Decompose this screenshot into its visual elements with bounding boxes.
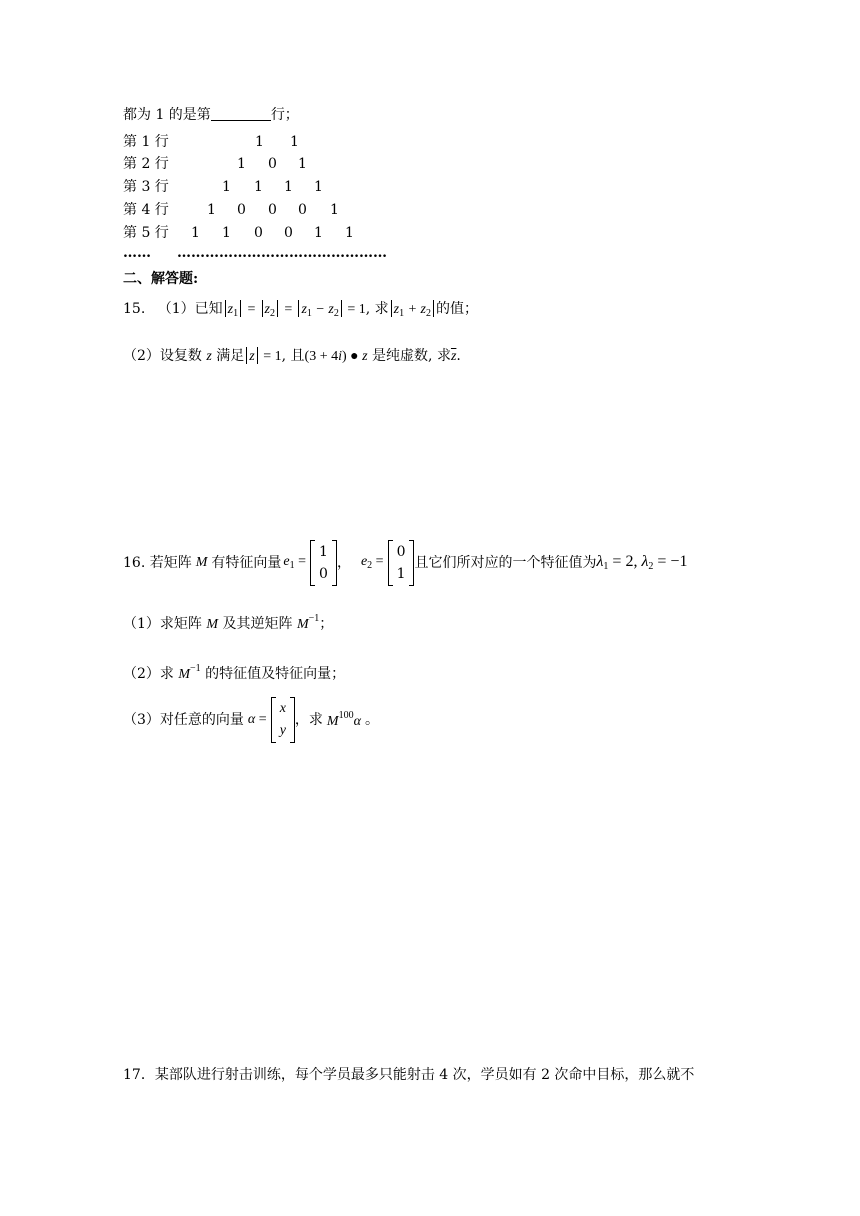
q15-part2	[123, 347, 461, 364]
q16-part2	[123, 664, 345, 682]
row-value: 0	[268, 202, 277, 218]
row-value: 0	[237, 202, 246, 218]
q16-part1-mid: 及其逆矩阵	[222, 616, 293, 632]
vector-e1: 1 0	[310, 540, 337, 586]
q15-part2-prefix: （2）设复数	[123, 348, 202, 364]
q15-part1	[123, 300, 478, 319]
q15-condition-formula: $z_1 = z_2 = z_1 - z_2 = 1$	[223, 302, 366, 317]
q16-prefix: 16. 若矩阵	[123, 555, 192, 571]
vector-alpha-label: α =	[247, 712, 267, 727]
q16-part1	[123, 614, 333, 632]
row-value: 0	[284, 225, 293, 241]
q16-part3	[123, 697, 379, 743]
q16-part2-end: 的特征值及特征向量；	[205, 666, 346, 682]
row-value: 1	[237, 156, 246, 172]
q15-number: 15.	[123, 301, 146, 317]
q16-statement	[123, 540, 687, 586]
row-label: 第 2 行	[123, 156, 169, 172]
conjugate-z: $\overline{z}$	[450, 349, 457, 364]
q15-part2-end: .	[456, 348, 461, 364]
row-value: 0	[298, 202, 307, 218]
q16-mid3: 且它们所对应的一个特征值为	[414, 555, 597, 571]
row-value: 1	[207, 202, 216, 218]
q15-part1-suffix: 的值；	[435, 301, 478, 317]
row-value: 0	[268, 156, 277, 172]
row-value: 1	[255, 134, 264, 150]
ellipsis-right: ………………………………………	[177, 245, 387, 261]
q15-part2-mid1: 满足	[216, 348, 245, 364]
intro-text-before: 都为 1 的是第	[123, 107, 211, 123]
row-value: 1	[330, 202, 339, 218]
q16-part2-prefix: （2）求	[123, 666, 174, 682]
answer-blank[interactable]	[211, 108, 271, 121]
q15-part2-mid3: 是纯虚数, 求	[372, 348, 451, 364]
q15-target-formula: $z_1 + z_2$	[389, 302, 436, 317]
matrix-m: M	[206, 617, 219, 632]
row-value: 1	[314, 179, 323, 195]
vector-e1-label: $e_1$ =	[283, 554, 307, 571]
q15-part1-prefix: （1）已知	[157, 301, 223, 317]
row-label: 第 5 行	[123, 225, 169, 241]
vector-e2: 0 1	[388, 540, 415, 586]
row-value: 1	[298, 156, 307, 172]
q16-part3-end: 。	[364, 712, 379, 728]
q16-part1-end: ；	[319, 616, 334, 632]
matrix-m-inverse: $M^{-1}$	[296, 613, 320, 632]
row-value: 1	[284, 179, 293, 195]
q16-mid1: 有特征向量	[211, 555, 282, 571]
q16-mid2: ，	[336, 555, 351, 571]
q17-statement: 17．某部队进行射击训练，每个学员最多只能射击 4 次，学员如有 2 次命中目标，那么就不	[123, 1067, 695, 1083]
row-value: 1	[290, 134, 299, 150]
row-value: 1	[345, 225, 354, 241]
row-value: 0	[254, 225, 263, 241]
intro-text-after: 行；	[270, 107, 299, 123]
row-value: 1	[222, 225, 231, 241]
product-formula: (3 + 4i) ● z	[304, 349, 368, 364]
modulus-formula: z = 1	[244, 349, 281, 364]
q15-part2-mid2: , 且	[281, 348, 305, 364]
var-z: z	[206, 349, 212, 364]
row-value: 1	[222, 179, 231, 195]
q15-part1-mid: , 求	[365, 301, 389, 317]
eigenvalues-formula: $\lambda_1 = 2$, $\lambda_2 = -1$	[596, 553, 688, 572]
vector-alpha: x y	[271, 697, 295, 743]
row-label: 第 4 行	[123, 202, 169, 218]
intro-line	[123, 108, 299, 122]
row-value: 1	[191, 225, 200, 241]
ellipsis-left: ……	[123, 245, 151, 261]
q16-part1-prefix: （1）求矩阵	[123, 616, 202, 632]
row-label: 第 1 行	[123, 134, 169, 150]
row-value: 1	[314, 225, 323, 241]
matrix-power-formula: $M^{100}\alpha$	[326, 710, 361, 729]
matrix-m: M	[195, 555, 208, 570]
section-title: 二、解答题:	[123, 271, 199, 287]
vector-e2-label: $e_2$ =	[360, 554, 384, 571]
row-label: 第 3 行	[123, 179, 169, 195]
matrix-m-inverse: $M^{-1}$	[178, 663, 201, 682]
q16-part3-mid: ，求	[294, 712, 323, 728]
row-value: 1	[254, 179, 263, 195]
q16-part3-prefix: （3）对任意的向量	[123, 712, 244, 728]
